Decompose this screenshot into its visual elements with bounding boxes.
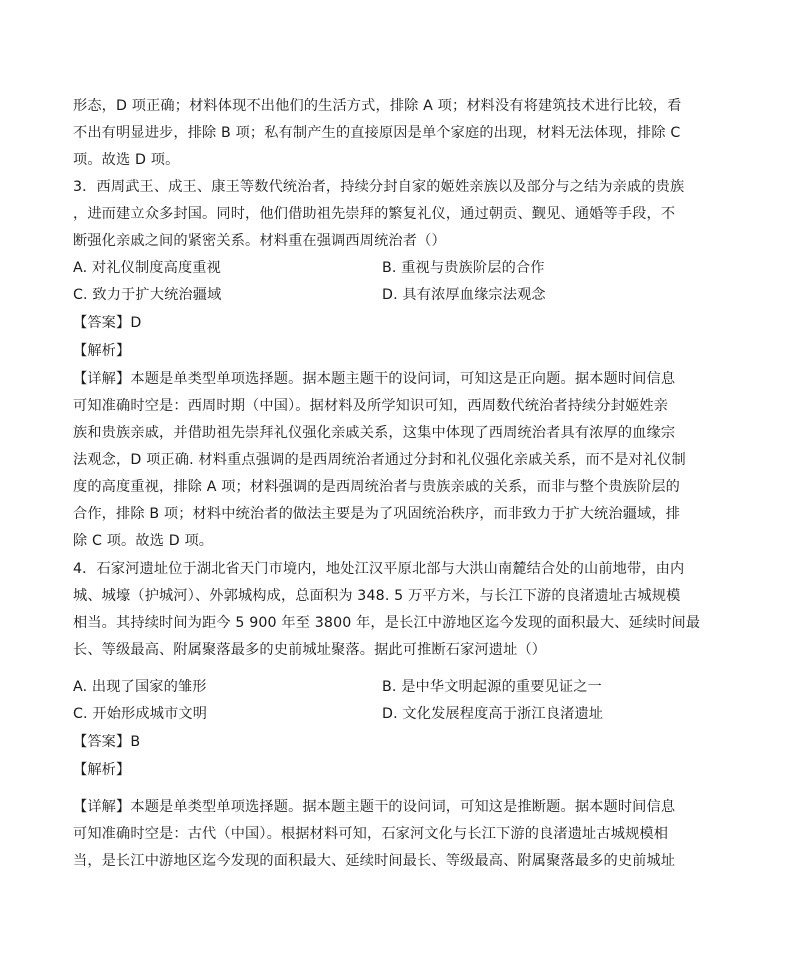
q4-stem-line-2: 城、城壕（护城河）、外郭城构成，总面积为 348. 5 万平方米，与长江下游的良渚遗址古城规模 (73, 588, 681, 604)
q3-analysis-heading: 【解析】 (73, 343, 131, 359)
q3-option-a: A. 对礼仪制度高度重视 (73, 260, 221, 276)
q3-detail-line-1: 【详解】本题是单类型单项选择题。据本题主题干的设问词，可知这是正向题。据本题时间信息 (73, 371, 676, 387)
intro-line-2: 不出有明显进步，排除 B 项；私有制产生的直接原因是单个家庭的出现，材料无法体现，排除 C (73, 125, 681, 141)
q3-stem-line-1: 3．西周武王、成王、康王等数代统治者，持续分封自家的姬姓亲族以及部分与之结为亲戚的贵族 (73, 179, 685, 195)
q3-detail-line-2: 可知准确时空是：西周时期（中国）。据材料及所学知识可知，西周数代统治者持续分封姬姓亲 (73, 398, 669, 414)
q4-analysis-heading: 【解析】 (73, 762, 131, 778)
q3-detail-line-5: 度的高度重视，排除 A 项；材料强调的是西周统治者与贵族亲戚的关系，而非与整个贵族阶层的 (73, 479, 681, 495)
q4-stem-line-1: 4．石家河遗址位于湖北省天门市境内，地处江汉平原北部与大洪山南麓结合处的山前地带，由内 (73, 561, 685, 577)
q4-stem-line-3: 相当。其持续时间为距今 5 900 年至 3800 年，是长江中游地区迄今发现的面积最大、延续时间最 (73, 615, 701, 631)
q3-stem-line-3: 断强化亲戚之间的紧密关系。材料重在强调西周统治者（） (73, 233, 446, 249)
q4-option-c: C. 开始形成城市文明 (73, 706, 208, 722)
q4-detail-line-2: 可知准确时空是：古代（中国）。根据材料可知，石家河文化与长江下游的良渚遗址古城规模相 (73, 826, 669, 842)
q3-detail-line-4: 法观念，D 项正确. 材料重点强调的是西周统治者通过分封和礼仪强化亲戚关系，而不是对礼仪制 (73, 452, 686, 468)
q4-detail-line-3: 当，是长江中游地区迄今发现的面积最大、延续时间最长、等级最高、附属聚落最多的史前城址 (73, 853, 676, 869)
q3-stem-line-2: ，进而建立众多封国。同时，他们借助祖先崇拜的繁复礼仪，通过朝贡、觐见、通婚等手段，不 (73, 206, 676, 222)
intro-line-3: 项。故选 D 项。 (73, 152, 180, 168)
q4-detail-line-1: 【详解】本题是单类型单项选择题。据本题主题干的设问词，可知这是推断题。据本题时间信息 (73, 799, 676, 815)
q4-stem-line-4: 长、等级最高、附属聚落最多的史前城址聚落。据此可推断石家河遗址（） (73, 642, 547, 658)
q3-option-d: D. 具有浓厚血缘宗法观念 (382, 287, 546, 303)
intro-line-1: 形态，D 项正确；材料体现不出他们的生活方式，排除 A 项；材料没有将建筑技术进行比较，看 (73, 98, 682, 114)
q4-option-b: B. 是中华文明起源的重要见证之一 (382, 679, 602, 695)
q4-option-d: D. 文化发展程度高于浙江良渚遗址 (382, 706, 604, 722)
q3-option-c: C. 致力于扩大统治疆域 (73, 287, 222, 303)
q4-answer: 【答案】B (73, 734, 141, 750)
q3-detail-line-6: 合作，排除 B 项；材料中统治者的做法主要是为了巩固统治秩序，而非致力于扩大统治疆域，排 (73, 506, 681, 522)
q3-answer: 【答案】D (73, 315, 142, 331)
q3-option-b: B. 重视与贵族阶层的合作 (382, 260, 545, 276)
q3-detail-line-3: 族和贵族亲戚，并借助祖先崇拜礼仪强化亲戚关系，这集中体现了西周统治者具有浓厚的血缘宗 (73, 425, 676, 441)
q3-detail-line-7: 除 C 项。故选 D 项。 (73, 533, 214, 549)
q4-option-a: A. 出现了国家的雏形 (73, 679, 207, 695)
